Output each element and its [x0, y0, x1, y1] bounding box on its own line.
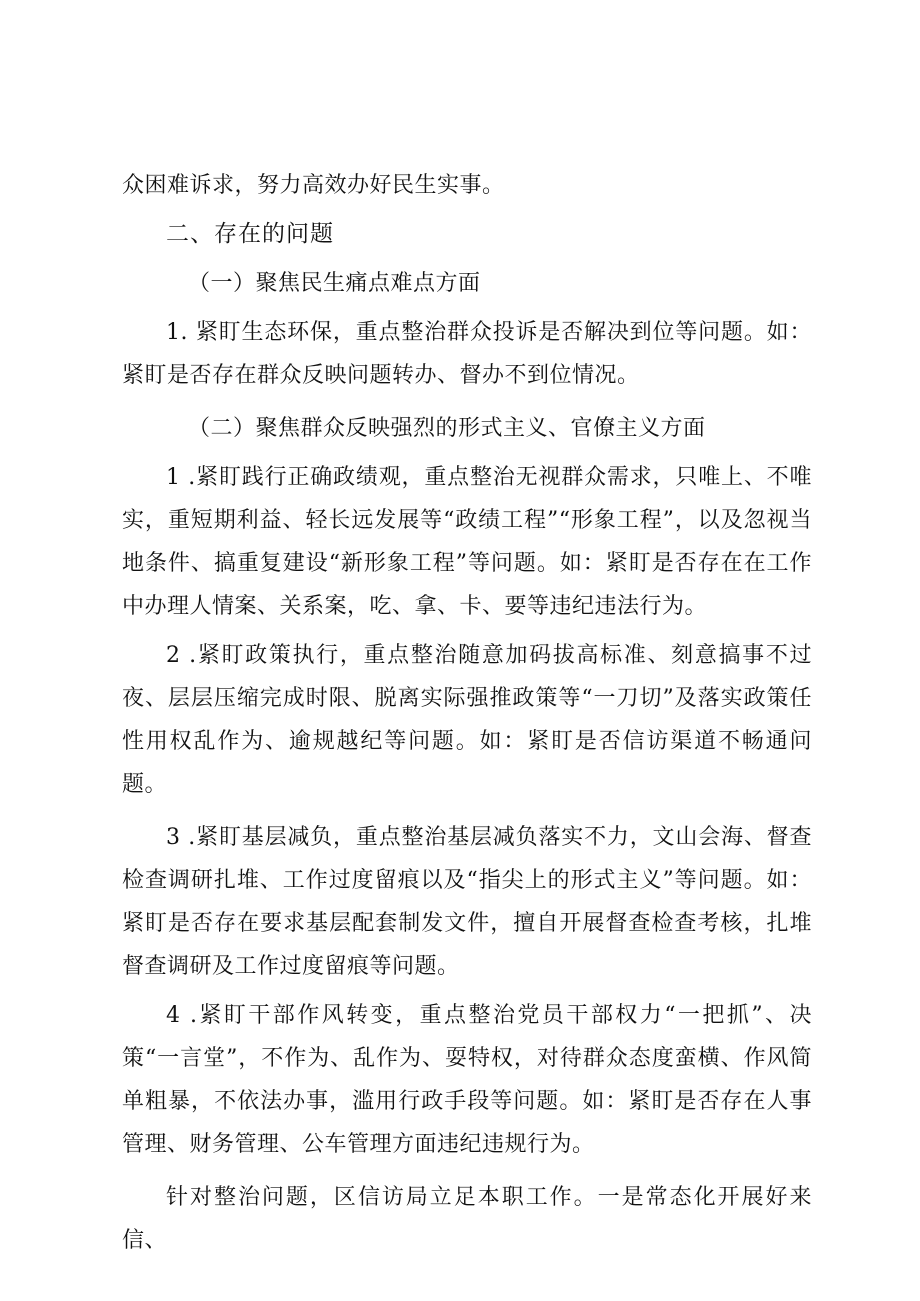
paragraph-item-2-4: 4 .紧盯干部作风转变，重点整治党员干部权力“一把抓”、决策“一言堂”，不作为、乱作为、耍特权，对待群众态度蛮横、作风简单粗暴，不依法办事，滥用行政手段等问题。如：紧盯是否存在人事管理、财务管理、公车管理方面违纪违规行为。	[122, 1003, 812, 1157]
subsection-heading-2: （二）聚焦群众反映强烈的形式主义、官僚主义方面	[188, 416, 706, 441]
paragraph-item-2-1: 1 .紧盯践行正确政绩观，重点整治无视群众需求，只唯上、不唯实，重短期利益、轻长远发展等“政绩工程”“形象工程”，以及忽视当地条件、搞重复建设“新形象工程”等问题。如：紧盯是否存在在工作中办理人情案、关系案，吃、拿、卡、要等违纪违法行为。	[122, 465, 812, 619]
paragraph-closing: 针对整治问题，区信访局立足本职工作。一是常态化开展好来信、	[122, 1185, 812, 1253]
paragraph-item-2-3: 3 .紧盯基层减负，重点整治基层减负落实不力，文山会海、督查检查调研扎堆、工作过度留痕以及“指尖上的形式主义”等问题。如：紧盯是否存在要求基层配套制发文件，擅自开展督查检查考核，扎堆督查调研及工作过度留痕等问题。	[122, 825, 812, 979]
paragraph-continuation: 众困难诉求，努力高效办好民生实事。	[122, 173, 505, 198]
subsection-heading-1: （一）聚焦民生痛点难点方面	[188, 271, 481, 296]
document-body	[122, 164, 812, 1262]
section-heading: 二、存在的问题	[166, 221, 334, 247]
paragraph-item-2-2: 2 .紧盯政策执行，重点整治随意加码拔高标准、刻意搞事不过夜、层层压缩完成时限、脱离实际强推政策等“一刀切”及落实政策任性用权乱作为、逾规越纪等问题。如：紧盯是否信访渠道不畅通问题。	[122, 643, 812, 797]
paragraph-item-1-1: 1. 紧盯生态环保，重点整治群众投诉是否解决到位等问题。如：紧盯是否存在群众反映问题转办、督办不到位情况。	[122, 320, 812, 388]
